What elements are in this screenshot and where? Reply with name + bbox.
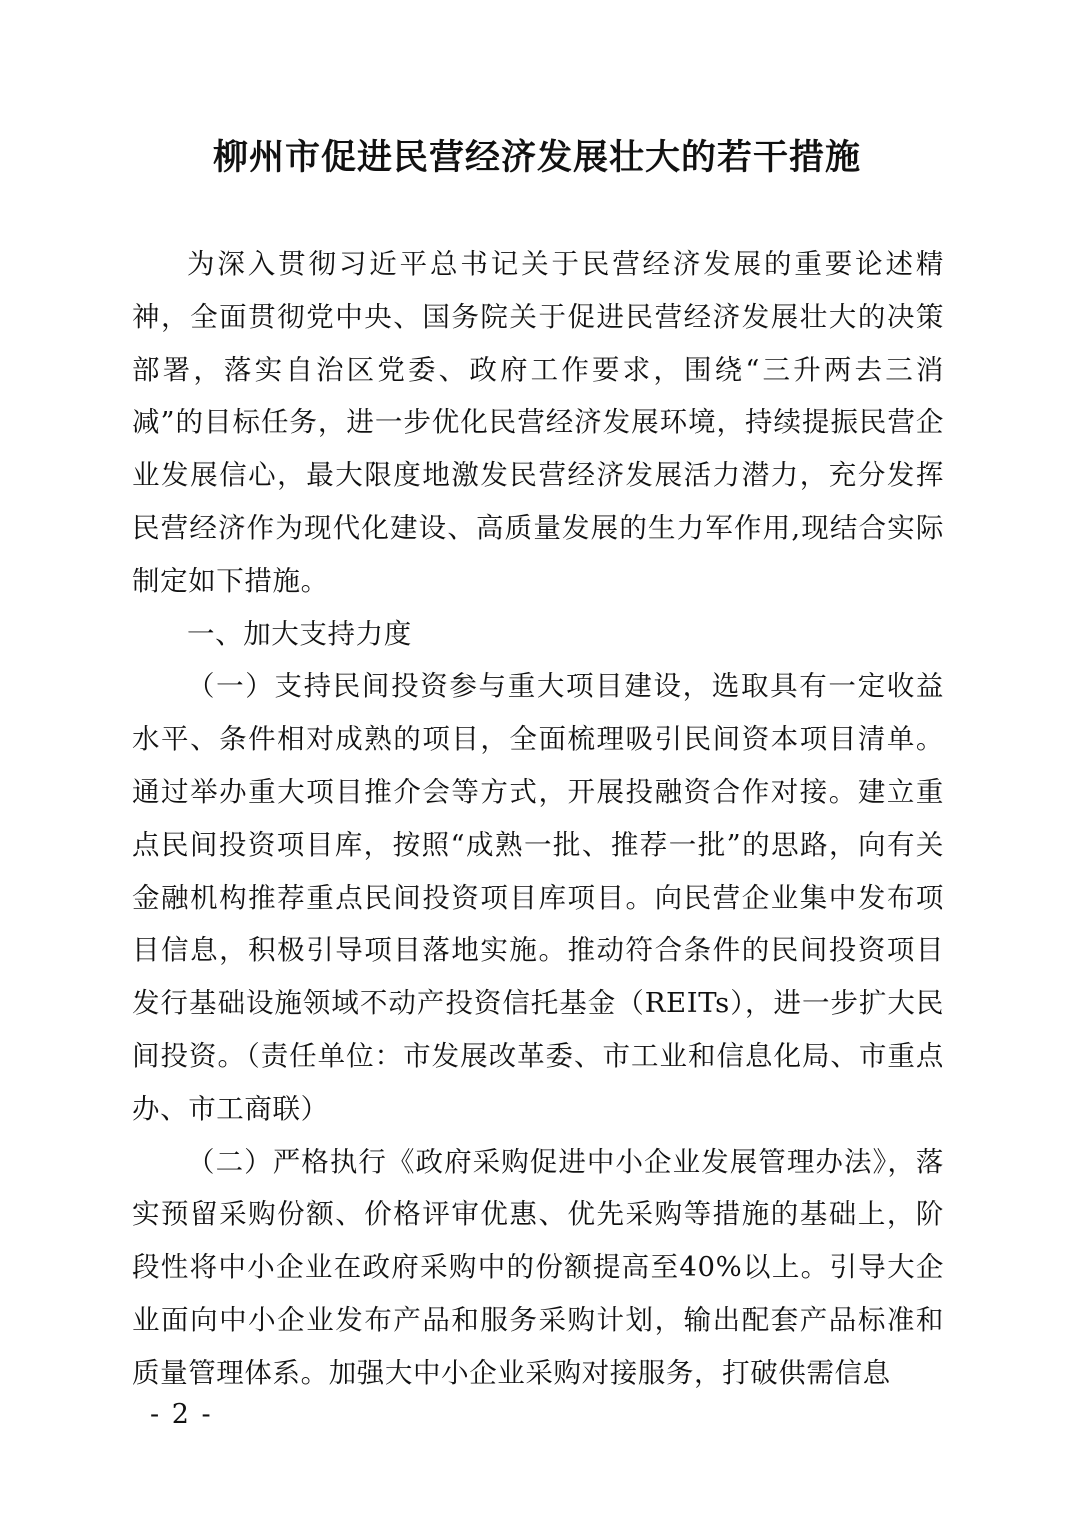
section-heading: 一、加大支持力度 [187,617,412,650]
document-body [132,238,944,1400]
measure-1-text: （一）支持民间投资参与重大项目建设，选取具有一定收益水平、条件相对成熟的项目，全面梳理吸引民间资本项目清单。通过举办重大项目推介会等方式，开展投融资合作对接。建立重点民间投资项目库，按照“成熟一批、推荐一批”的思路，向有关金融机构推荐重点民间投资项目库项目。向民营企业集中发布项目信息，积极引导项目落地实施。推动符合条件的民间投资项目发行基础设施领域不动产投资信托基金（REITs），进一步扩大民间投资。 [132,670,944,1072]
measure-paragraph-2: （二）严格执行《政府采购促进中小企业发展管理办法》，落实预留采购份额、价格评审优惠、优先采购等措施的基础上，阶段性将中小企业在政府采购中的份额提高至40%以上。引导大企业面向中小企业发布产品和服务采购计划，输出配套产品标准和质量管理体系。加强大中小企业采购对接服务，打破供需信息 [132,1145,944,1389]
measure-paragraph-1 [132,660,944,1135]
document-title: 柳州市促进民营经济发展壮大的若干措施 [212,138,861,178]
measure-1-responsibility: （责任单位：市发展改革委、市工业和信息化局、市重点办、市工商联） [132,1039,944,1125]
page-number: - 2 - [150,1399,213,1430]
intro-paragraph: 为深入贯彻习近平总书记关于民营经济发展的重要论述精神，全面贯彻党中央、国务院关于促进民营经济发展壮大的决策部署，落实自治区党委、政府工作要求，围绕“三升两去三消减”的目标任务，进一步优化民营经济发展环境，持续提振民营企业发展信心，最大限度地激发民营经济发展活力潜力，充分发挥民营经济作为现代化建设、高质量发展的生力军作用,现结合实际制定如下措施。 [132,248,944,597]
